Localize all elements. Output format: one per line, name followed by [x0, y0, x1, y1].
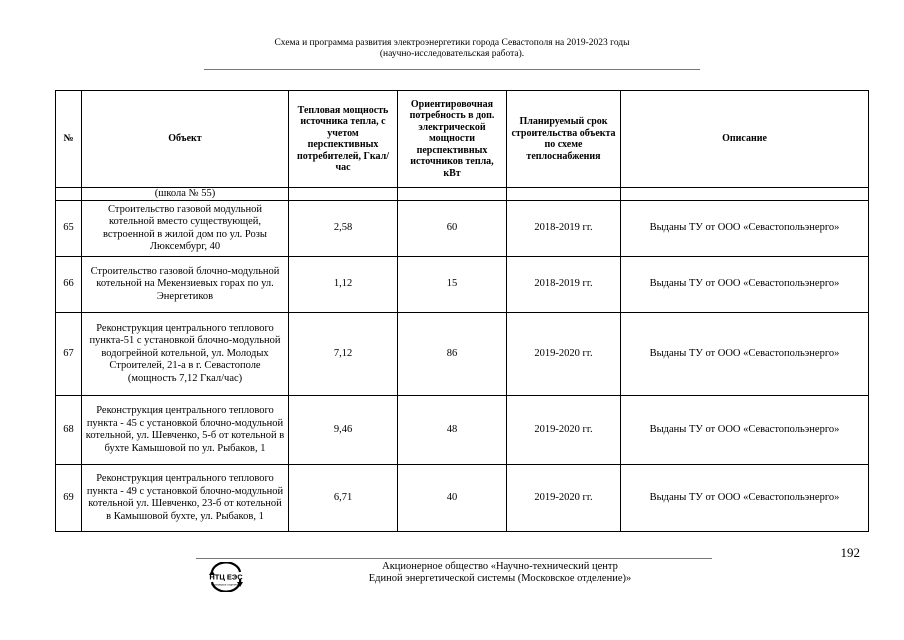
page-number: 192: [840, 545, 860, 560]
cell-number: 69: [56, 465, 82, 532]
document-header: [204, 38, 700, 60]
cell-description: Выданы ТУ от ООО «Севастопольэнерго»: [621, 201, 869, 257]
cell-description: Выданы ТУ от ООО «Севастопольэнерго»: [621, 257, 869, 313]
cell-number: 68: [56, 396, 82, 465]
footer-divider: [196, 558, 712, 559]
column-header-power-demand: Ориентировочная потребность в доп. электрической мощности перспективных источников тепла, кВт: [398, 91, 507, 188]
cell-heat-power: 9,46: [289, 396, 398, 465]
cell-power-demand: [398, 188, 507, 201]
table-row: [56, 201, 869, 257]
column-header-number: №: [56, 91, 82, 188]
cell-power-demand: 86: [398, 313, 507, 396]
cell-number: [56, 188, 82, 201]
cell-heat-power: [289, 188, 398, 201]
cell-construction-term: 2019-2020 гг.: [507, 465, 621, 532]
table-header-row: [56, 91, 869, 188]
header-line-2: (научно-исследовательская работа).: [379, 49, 525, 59]
table-row: [56, 313, 869, 396]
cell-heat-power: 7,12: [289, 313, 398, 396]
cell-number: 66: [56, 257, 82, 313]
cell-object: Реконструкция центрального теплового пункта-51 с установкой блочно-модульной водогрейной котельной, ул. Молодых Строителей, 21-а в г. Севастополе (мощность 7,12 Гкал/час): [82, 313, 289, 396]
cell-description: Выданы ТУ от ООО «Севастопольэнерго»: [621, 465, 869, 532]
cell-description: [621, 188, 869, 201]
table-row-continuation: [56, 188, 869, 201]
column-header-construction-term: Планируемый срок строительства объекта по схеме теплоснабжения: [507, 91, 621, 188]
ntc-ees-logo-icon: [204, 562, 248, 592]
cell-object: (школа № 55): [82, 188, 289, 201]
cell-construction-term: 2019-2020 гг.: [507, 313, 621, 396]
cell-heat-power: 2,58: [289, 201, 398, 257]
table-row: [56, 465, 869, 532]
footer-line-2: Единой энергетической системы (Московское отделение)»: [368, 573, 632, 584]
document-footer: [300, 561, 700, 585]
cell-object: Реконструкция центрального теплового пункта - 49 с установкой блочно-модульной котельной ул. Шевченко, 23-б от котельной в Камышовой бухте, ул. Рыбаков, 1: [82, 465, 289, 532]
header-line-1: Схема и программа развития электроэнергетики города Севастополя на 2019-2023 годы: [274, 38, 630, 48]
cell-description: Выданы ТУ от ООО «Севастопольэнерго»: [621, 313, 869, 396]
cell-object: Строительство газовой модульной котельной вместо существующей, встроенной в жилой дом по ул. Розы Люксембург, 40: [82, 201, 289, 257]
cell-power-demand: 15: [398, 257, 507, 313]
heat-sources-table: [55, 90, 869, 532]
cell-construction-term: 2018-2019 гг.: [507, 257, 621, 313]
cell-number: 65: [56, 201, 82, 257]
column-header-heat-power: Тепловая мощность источника тепла, с учетом перспективных потребителей, Гкал/час: [289, 91, 398, 188]
cell-construction-term: 2018-2019 гг.: [507, 201, 621, 257]
column-header-description: Описание: [621, 91, 869, 188]
cell-number: 67: [56, 313, 82, 396]
cell-construction-term: 2019-2020 гг.: [507, 396, 621, 465]
header-divider: [204, 69, 700, 70]
cell-power-demand: 40: [398, 465, 507, 532]
table-row: [56, 257, 869, 313]
cell-description: Выданы ТУ от ООО «Севастопольэнерго»: [621, 396, 869, 465]
logo-text: НТЦ ЕЭС: [209, 572, 243, 582]
cell-object: Строительство газовой блочно-модульной котельной на Мекензиевых горах по ул. Энергетиков: [82, 257, 289, 313]
footer-line-1: Акционерное общество «Научно-технический центр: [382, 561, 618, 572]
cell-heat-power: 6,71: [289, 465, 398, 532]
cell-object: Реконструкция центрального теплового пункта - 45 с установкой блочно-модульной котельной, ул. Шевченко, 5-б от котельной в бухте Камышовой по ул. Рыбаков, 1: [82, 396, 289, 465]
cell-power-demand: 48: [398, 396, 507, 465]
cell-heat-power: 1,12: [289, 257, 398, 313]
logo-subtext: Московское отделение: [211, 582, 241, 587]
table-row: [56, 396, 869, 465]
cell-power-demand: 60: [398, 201, 507, 257]
cell-construction-term: [507, 188, 621, 201]
column-header-object: Объект: [82, 91, 289, 188]
